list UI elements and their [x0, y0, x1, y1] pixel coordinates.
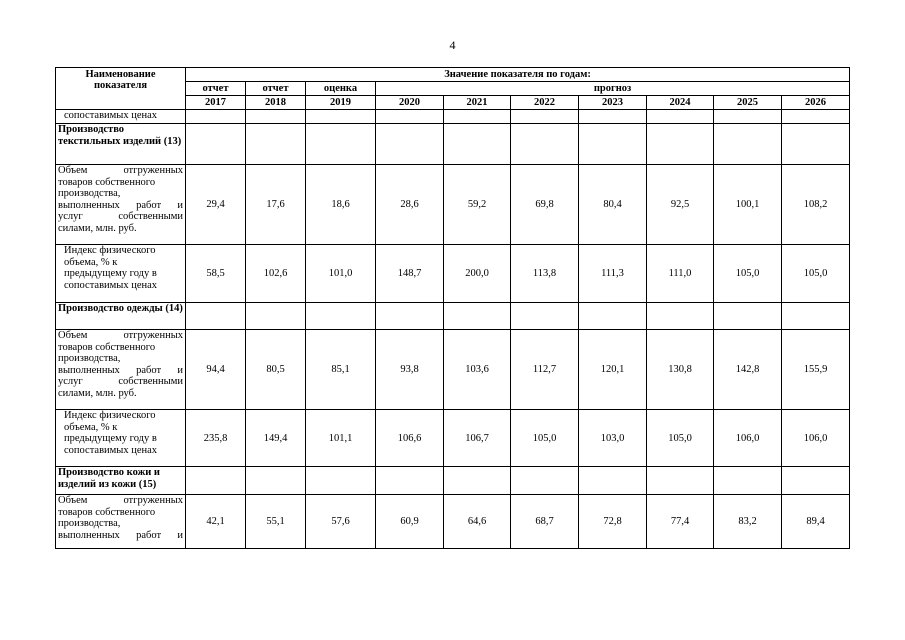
- cell-value: 77,4: [647, 495, 714, 549]
- cell-value: 142,8: [714, 330, 782, 410]
- cell-value: 92,5: [647, 165, 714, 245]
- cell-value: 103,6: [444, 330, 511, 410]
- header-type-report-2017: отчет: [186, 82, 246, 96]
- cell-value: 105,0: [714, 245, 782, 303]
- cell-value: 93,8: [376, 330, 444, 410]
- cell-value: 101,1: [306, 410, 376, 467]
- row-label: сопоставимых ценах: [56, 110, 186, 124]
- cell-value: 64,6: [444, 495, 511, 549]
- header-year: 2023: [579, 96, 647, 110]
- row-label: Объем отгруженных товаров собственного производства, выполненных работ и услуг собственными силами, млн. руб.: [56, 165, 186, 245]
- section-title: Производство одежды (14): [56, 303, 186, 330]
- cell-value: 106,7: [444, 410, 511, 467]
- cell-value: 106,0: [714, 410, 782, 467]
- page-number: 4: [449, 38, 456, 52]
- cell-value: 29,4: [186, 165, 246, 245]
- cell-value: 101,0: [306, 245, 376, 303]
- cell-value: 83,2: [714, 495, 782, 549]
- cell-value: 103,0: [579, 410, 647, 467]
- indicators-table: [55, 67, 850, 549]
- cell-value: 89,4: [782, 495, 850, 549]
- table-row: [56, 330, 850, 410]
- cell-value: 108,2: [782, 165, 850, 245]
- cell-value: 94,4: [186, 330, 246, 410]
- header-year: 2026: [782, 96, 850, 110]
- cell-value: 105,0: [647, 410, 714, 467]
- cell-value: 85,1: [306, 330, 376, 410]
- header-year: 2019: [306, 96, 376, 110]
- cell-value: 149,4: [246, 410, 306, 467]
- cell-value: 235,8: [186, 410, 246, 467]
- header-year: 2018: [246, 96, 306, 110]
- table-row: [56, 245, 850, 303]
- header-year: 2017: [186, 96, 246, 110]
- cell-value: 28,6: [376, 165, 444, 245]
- row-label: Индекс физического объема, % к предыдущему году в сопоставимых ценах: [56, 410, 186, 467]
- table-row: [56, 165, 850, 245]
- cell-value: 100,1: [714, 165, 782, 245]
- section-title: Производство текстильных изделий (13): [56, 124, 186, 165]
- cell-value: 105,0: [782, 245, 850, 303]
- cell-value: 148,7: [376, 245, 444, 303]
- header-year: 2022: [511, 96, 579, 110]
- cell-value: 111,0: [647, 245, 714, 303]
- cell-value: 80,4: [579, 165, 647, 245]
- row-label: Индекс физического объема, % к предыдущему году в сопоставимых ценах: [56, 245, 186, 303]
- table-row-section: [56, 124, 850, 165]
- cell-value: 60,9: [376, 495, 444, 549]
- cell-value: 72,8: [579, 495, 647, 549]
- cell-value: 106,6: [376, 410, 444, 467]
- header-year: 2024: [647, 96, 714, 110]
- cell-value: 42,1: [186, 495, 246, 549]
- table-row-section: [56, 303, 850, 330]
- cell-value: 113,8: [511, 245, 579, 303]
- header-type-report-2018: отчет: [246, 82, 306, 96]
- header-indicator-name: Наименование показателя: [56, 68, 186, 110]
- cell-value: 55,1: [246, 495, 306, 549]
- cell-value: 155,9: [782, 330, 850, 410]
- cell-value: 68,7: [511, 495, 579, 549]
- header-type-estimate-2019: оценка: [306, 82, 376, 96]
- cell-value: 57,6: [306, 495, 376, 549]
- cell-value: 120,1: [579, 330, 647, 410]
- row-label: Объем отгруженных товаров собственного производства, выполненных работ и: [56, 495, 186, 549]
- table-row: [56, 410, 850, 467]
- cell-value: 106,0: [782, 410, 850, 467]
- header-year: 2025: [714, 96, 782, 110]
- cell-value: 111,3: [579, 245, 647, 303]
- cell-value: 102,6: [246, 245, 306, 303]
- cell-value: 105,0: [511, 410, 579, 467]
- header-year: 2021: [444, 96, 511, 110]
- cell-value: 17,6: [246, 165, 306, 245]
- cell-value: 200,0: [444, 245, 511, 303]
- table-row-section: [56, 467, 850, 495]
- section-title: Производство кожи и изделий из кожи (15): [56, 467, 186, 495]
- cell-value: 59,2: [444, 165, 511, 245]
- table-row: [56, 495, 850, 549]
- header-year: 2020: [376, 96, 444, 110]
- table-row: [56, 110, 850, 124]
- header-type-forecast: прогноз: [376, 82, 850, 96]
- cell-value: 18,6: [306, 165, 376, 245]
- cell-value: 80,5: [246, 330, 306, 410]
- header-values-title: Значение показателя по годам:: [186, 68, 850, 82]
- cell-value: 69,8: [511, 165, 579, 245]
- cell-value: 130,8: [647, 330, 714, 410]
- cell-value: 112,7: [511, 330, 579, 410]
- row-label: Объем отгруженных товаров собственного производства, выполненных работ и услуг собственными силами, млн. руб.: [56, 330, 186, 410]
- cell-value: 58,5: [186, 245, 246, 303]
